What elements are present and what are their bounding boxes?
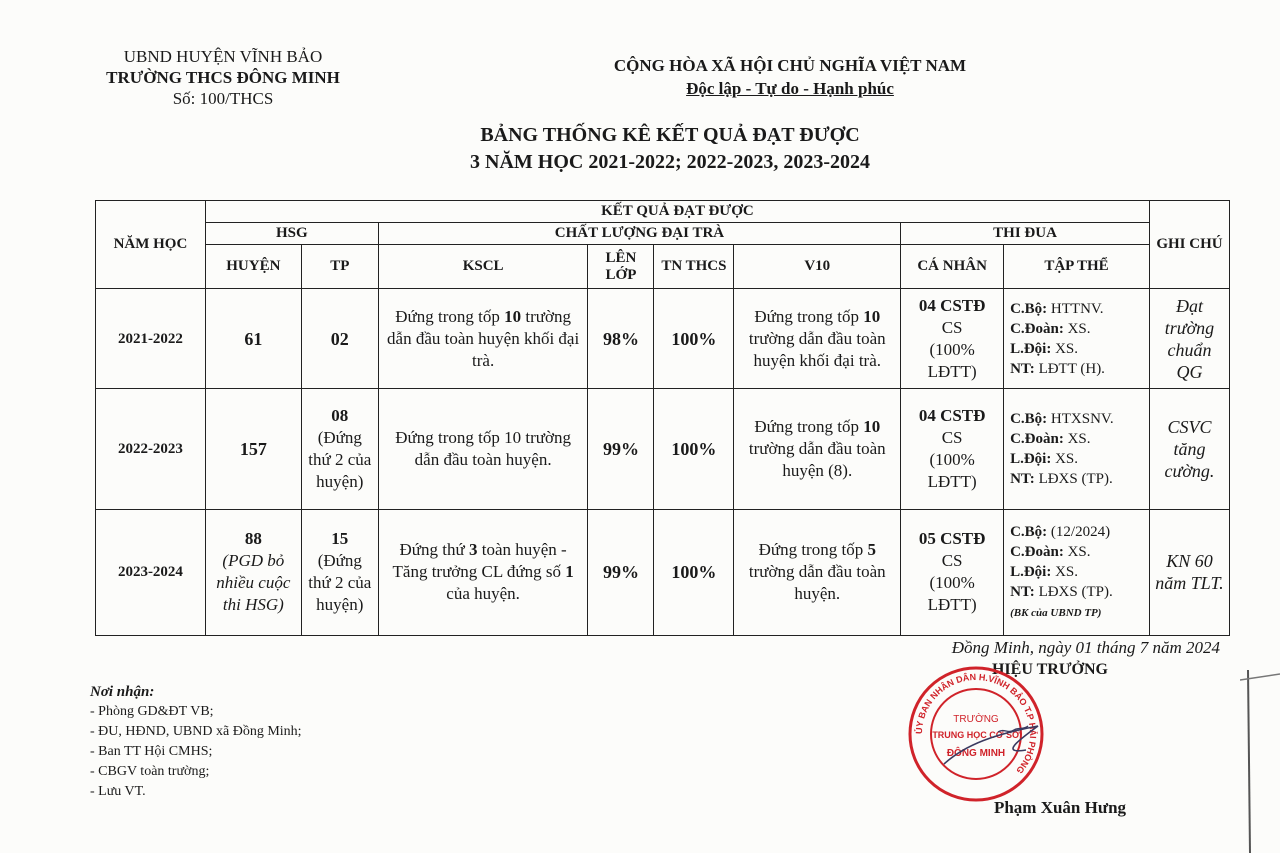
note-cell: Đạt trường chuẩn QG xyxy=(1149,289,1229,389)
city-note: (Đứng thứ 2 của huyện) xyxy=(308,551,372,615)
v10-rank: 10 xyxy=(863,417,881,437)
recipient-item: - ĐU, HĐND, UBND xã Đồng Minh; xyxy=(90,724,302,739)
v10-cell xyxy=(734,389,901,509)
collective-value: XS. xyxy=(1063,320,1091,337)
kscl-text: Đứng thứ xyxy=(399,540,469,560)
v10-text: Đứng trong tốp xyxy=(754,417,864,437)
issuer-block xyxy=(88,46,358,109)
individual-cell xyxy=(901,509,1004,635)
collective-value: XS. xyxy=(1051,340,1079,357)
header-v10: V10 xyxy=(734,245,901,289)
city-count: 15 xyxy=(331,529,349,549)
recipient-item: - Phòng GD&ĐT VB; xyxy=(90,704,214,719)
header-individual: CÁ NHÂN xyxy=(901,245,1004,289)
collective-key: C.Đoàn: xyxy=(1010,320,1064,337)
results-table xyxy=(95,200,1230,636)
title-line-1: BẢNG THỐNG KÊ KẾT QUẢ ĐẠT ĐƯỢC xyxy=(480,124,860,146)
graduation-rate: 100% xyxy=(654,289,734,389)
collective-value: LĐXS (TP). xyxy=(1034,583,1113,600)
v10-rank: 5 xyxy=(867,540,876,560)
promotion-rate: 99% xyxy=(588,389,654,509)
collective-cell xyxy=(1004,389,1150,509)
stamp-ring-path-text: ỦY BAN NHÂN DÂN H.VĨNH BẢO T.P HẢI PHÒNG xyxy=(913,671,1039,776)
collective-value: HTTNV. xyxy=(1047,300,1104,317)
individual-type: CS xyxy=(941,551,963,571)
collective-cell xyxy=(1004,509,1150,635)
collective-value: XS. xyxy=(1063,543,1091,560)
collective-value: (12/2024) xyxy=(1047,523,1111,540)
v10-rank: 10 xyxy=(863,306,881,326)
table-row xyxy=(96,509,1230,635)
individual-count: 04 CSTĐ xyxy=(918,406,986,426)
document-number: Số: 100/THCS xyxy=(172,89,274,108)
note-cell: CSVC tăng cường. xyxy=(1149,389,1229,509)
collective-key: NT: xyxy=(1010,471,1035,488)
recipient-item: - CBGV toàn trường; xyxy=(90,764,210,779)
city-cell xyxy=(301,389,378,509)
header-city: TP xyxy=(301,245,378,289)
note-cell: KN 60 năm TLT. xyxy=(1149,509,1229,635)
kscl-text: Đứng trong tốp xyxy=(395,306,505,326)
recipients-label: Nơi nhận: xyxy=(90,684,155,700)
collective-key: L.Đội: xyxy=(1010,563,1052,580)
stamp-text-1: TRƯỜNG xyxy=(953,714,999,725)
individual-ratio: (100% LĐTT) xyxy=(927,450,977,492)
individual-count: 05 CSTĐ xyxy=(918,529,986,549)
kscl-text-end: của huyện. xyxy=(446,584,520,604)
kscl-cell: Đứng trong tốp 10 trường dẫn đầu toàn huyện. xyxy=(378,389,588,509)
collective-subnote: (BK của UBND TP) xyxy=(1010,606,1102,619)
table-row xyxy=(96,389,1230,509)
stamp-text-3: ĐÔNG MINH xyxy=(946,748,1006,759)
individual-cell xyxy=(901,389,1004,509)
issuer-school: TRƯỜNG THCS ĐÔNG MINH xyxy=(106,68,340,87)
title-line-2: 3 NĂM HỌC 2021-2022; 2022-2023, 2023-2024 xyxy=(470,151,870,173)
year-cell: 2021-2022 xyxy=(96,289,206,389)
header-district: HUYỆN xyxy=(205,245,301,289)
collective-key: NT: xyxy=(1010,583,1035,600)
city-count: 02 xyxy=(301,289,378,389)
promotion-rate: 99% xyxy=(588,509,654,635)
graduation-rate: 100% xyxy=(654,509,734,635)
kscl-text-end: trường dẫn đầu toàn huyện khối đại trà. xyxy=(387,306,580,370)
stamp-text-2: TRUNG HỌC CƠ SỞ xyxy=(932,730,1020,740)
v10-text-end: trường dẫn đầu toàn huyện (8). xyxy=(748,439,886,481)
v10-cell xyxy=(734,289,901,389)
collective-key: C.Bộ: xyxy=(1010,411,1048,428)
collective-cell xyxy=(1004,289,1150,389)
city-note: (Đứng thứ 2 của huyện) xyxy=(308,428,372,492)
header-hsg: HSG xyxy=(205,223,378,245)
collective-value: LĐTT (H). xyxy=(1034,360,1105,377)
individual-ratio: (100% LĐTT) xyxy=(927,573,977,615)
v10-text-end: trường dẫn đầu toàn huyện. xyxy=(748,562,886,604)
place-date: Đồng Minh, ngày 01 tháng 7 năm 2024 xyxy=(951,638,1220,657)
v10-text: Đứng trong tốp xyxy=(754,306,864,326)
year-cell: 2022-2023 xyxy=(96,389,206,509)
header-note: GHI CHÚ xyxy=(1149,201,1229,289)
header-kscl: KSCL xyxy=(378,245,588,289)
collective-key: C.Đoàn: xyxy=(1010,431,1064,448)
kscl-cell xyxy=(378,289,588,389)
kscl-growth-rank: 1 xyxy=(565,562,574,582)
collective-key: C.Bộ: xyxy=(1010,300,1048,317)
district-count: 61 xyxy=(205,289,301,389)
individual-count: 04 CSTĐ xyxy=(918,295,986,315)
collective-value: XS. xyxy=(1063,431,1091,448)
individual-type: CS xyxy=(941,317,963,337)
header-quality: CHẤT LƯỢNG ĐẠI TRÀ xyxy=(378,223,900,245)
signer-name: Phạm Xuân Hưng xyxy=(993,798,1127,817)
graduation-rate: 100% xyxy=(654,389,734,509)
city-count: 08 xyxy=(331,406,349,426)
promotion-rate: 98% xyxy=(588,289,654,389)
collective-key: L.Đội: xyxy=(1010,340,1052,357)
recipient-item: - Lưu VT. xyxy=(90,784,146,799)
kscl-text-mid: toàn huyện - Tăng trưởng CL đứng số xyxy=(392,540,567,582)
header-collective: TẬP THỂ xyxy=(1004,245,1150,289)
district-count: 157 xyxy=(205,389,301,509)
recipient-item: - Ban TT Hội CMHS; xyxy=(90,744,213,759)
kscl-cell xyxy=(378,509,588,635)
collective-key: C.Đoàn: xyxy=(1010,543,1064,560)
school-seal-stamp xyxy=(906,664,1046,804)
principal-title: HIỆU TRƯỞNG xyxy=(991,661,1108,678)
individual-ratio: (100% LĐTT) xyxy=(927,339,977,381)
individual-cell xyxy=(901,289,1004,389)
national-motto: Độc lập - Tự do - Hạnh phúc xyxy=(686,79,894,98)
national-heading xyxy=(570,54,1010,100)
collective-key: L.Đội: xyxy=(1010,451,1052,468)
document-title xyxy=(300,122,1040,176)
individual-type: CS xyxy=(941,428,963,448)
national-title: CỘNG HÒA XÃ HỘI CHỦ NGHĨA VIỆT NAM xyxy=(613,56,967,75)
year-cell: 2023-2024 xyxy=(96,509,206,635)
collective-key: C.Bộ: xyxy=(1010,523,1048,540)
issuer-district: UBND HUYỆN VĨNH BẢO xyxy=(123,47,323,66)
kscl-rank: 3 xyxy=(468,540,478,560)
header-year: NĂM HỌC xyxy=(96,201,206,289)
kscl-rank: 10 xyxy=(504,306,522,326)
collective-value: XS. xyxy=(1051,563,1079,580)
district-count: 88 xyxy=(244,529,262,549)
header-emulation: THI ĐUA xyxy=(901,223,1150,245)
recipients-block xyxy=(90,682,302,802)
page-fold-shadow xyxy=(1240,670,1280,853)
v10-text-end: trường dẫn đầu toàn huyện khối đại trà. xyxy=(748,328,886,370)
collective-value: LĐXS (TP). xyxy=(1034,471,1113,488)
v10-text: Đứng trong tốp xyxy=(758,540,868,560)
collective-value: XS. xyxy=(1051,451,1079,468)
city-cell xyxy=(301,509,378,635)
header-graduation: TN THCS xyxy=(654,245,734,289)
table-row xyxy=(96,289,1230,389)
district-note: (PGD bỏ nhiều cuộc thi HSG) xyxy=(216,551,291,615)
collective-key: NT: xyxy=(1010,360,1035,377)
header-results: KẾT QUẢ ĐẠT ĐƯỢC xyxy=(205,201,1149,223)
collective-value: HTXSNV. xyxy=(1047,411,1114,428)
v10-cell xyxy=(734,509,901,635)
district-cell xyxy=(205,509,301,635)
header-promotion: LÊN LỚP xyxy=(588,245,654,289)
